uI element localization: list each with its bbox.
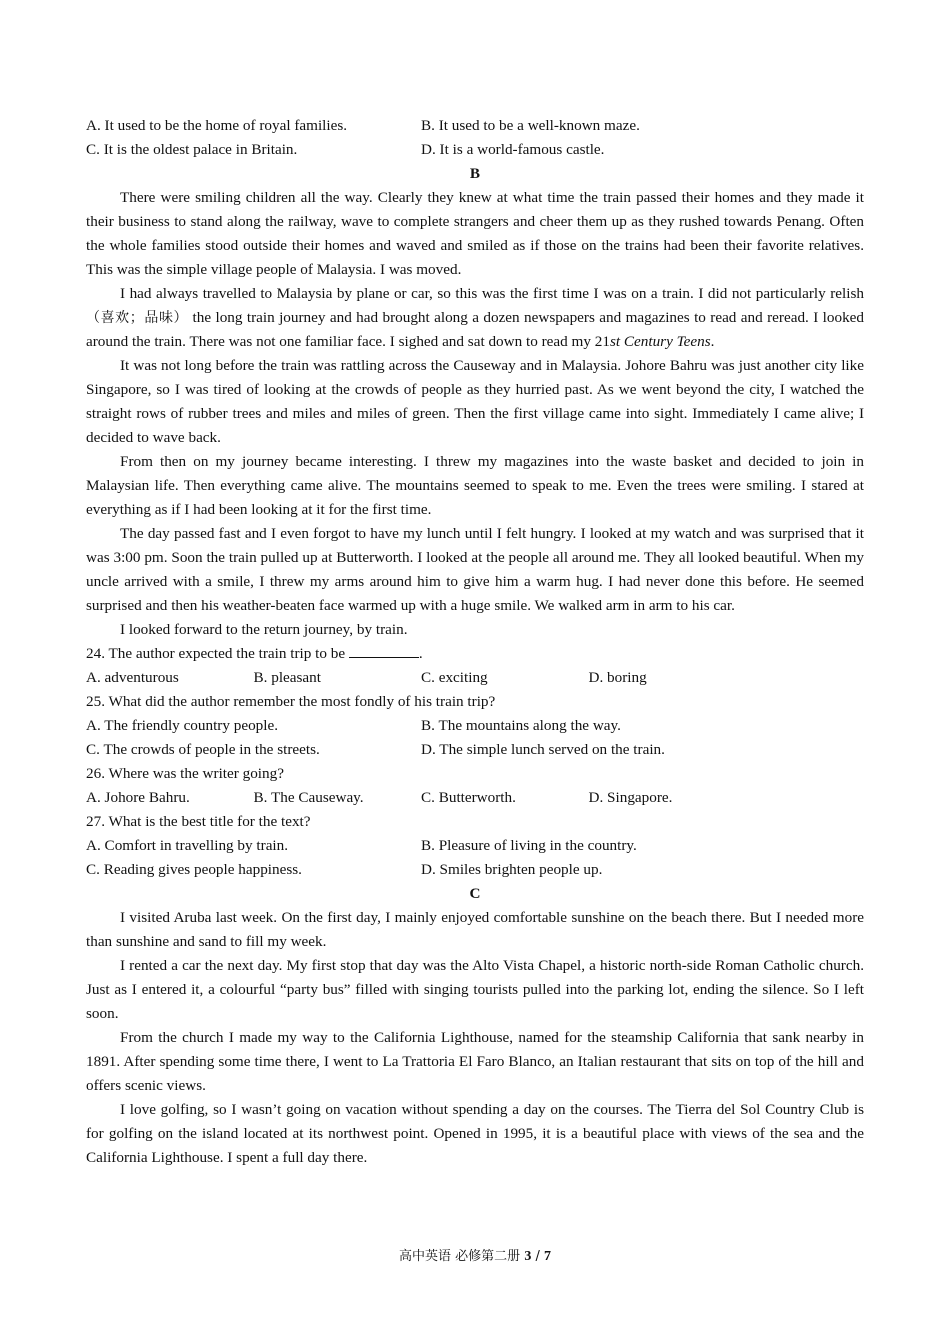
document-page [86, 114, 864, 1170]
q24-stem-end: . [418, 645, 423, 662]
q24-option-a: A. adventurous [86, 669, 179, 686]
q24-option-b: B. pleasant [253, 669, 321, 686]
q23-option-a: A. It used to be the home of royal families. [86, 117, 348, 134]
magazine-title: st Century Teens [609, 333, 711, 350]
page-separator: / [531, 1249, 544, 1264]
q24-options-row [86, 666, 864, 690]
q27-options-row-1 [86, 834, 864, 858]
q24-stem [86, 642, 864, 666]
gloss-note: （喜欢；品味） [86, 310, 189, 326]
q27-options-row-2 [86, 858, 864, 882]
answer-blank [349, 642, 419, 658]
section-b-paragraph-3: It was not long before the train was rattling across the Causeway and in Malaysia. Johore Bahru was just another city like Singapore, so I was tired of looking at the crowds of people as they hurried past. As we went beyond the city, I watched the straight rows of rubber trees and miles and miles of green. Then the first village came into sight. Immediately I came alive; I decided to wave back. [86, 357, 864, 446]
paragraph-2-text-b: the long train journey and had brought along a dozen newspapers and magazines to read and reread. I looked around the train. There was not one familiar face. I sighed and sat down to read my 21 [86, 309, 865, 350]
q24-option-c: C. exciting [421, 669, 488, 686]
q25-option-a: A. The friendly country people. [86, 717, 279, 734]
q26-option-c: C. Butterworth. [421, 789, 516, 806]
section-c-paragraph-4: I love golfing, so I wasn’t going on vacation without spending a day on the courses. The Tierra del Sol Country Club is for golfing on the island located at its northwest point. Opened in 1995, it is a beautiful place with views of the sea and the California Lighthouse. I spent a full day there. [86, 1101, 864, 1166]
footer-label: 高中英语 必修第二册 [399, 1249, 521, 1264]
section-c-paragraph-3: From the church I made my way to the California Lighthouse, named for the steamship California that sank nearby in 1891. After spending some time there, I went to La Trattoria El Faro Blanco, an Italian restaurant that sits on top of the hill and offers scenic views. [86, 1029, 864, 1094]
section-c-paragraph-2: I rented a car the next day. My first stop that day was the Alto Vista Chapel, a historic north-side Roman Catholic church. Just as I entered it, a colourful “party bus” filled with singing tourists pulled into the parking lot, ending the silence. So I left soon. [86, 957, 864, 1022]
q23-option-c: C. It is the oldest palace in Britain. [86, 141, 298, 158]
section-b-heading: B [469, 165, 481, 182]
q23-options-row-2 [86, 138, 864, 162]
q26-option-d: D. Singapore. [588, 789, 673, 806]
section-b-paragraph-4: From then on my journey became interesting. I threw my magazines into the waste basket and decided to join in Malaysian life. Then everything came alive. The mountains seemed to speak to me. Even the trees were smiling. I stared at everything as if I had been looking at it for the first time. [86, 453, 864, 518]
q27-stem: 27. What is the best title for the text? [86, 813, 311, 830]
q23-option-d: D. It is a world-famous castle. [421, 141, 605, 158]
q26-options-row [86, 786, 864, 810]
q23-option-b: B. It used to be a well-known maze. [421, 117, 640, 134]
q23-options-row-1 [86, 114, 864, 138]
q25-options-row-1 [86, 714, 864, 738]
section-b-paragraph-1: There were smiling children all the way. Clearly they knew at what time the train passed their homes and they made it their business to stand along the railway, wave to complete strangers and cheer them up as they rushed towards Penang. Often the whole families stood outside their homes and waved and smiled as if those on the trains had been their favorite relatives. This was the simple village people of Malaysia. I was moved. [86, 189, 864, 278]
q26-stem: 26. Where was the writer going? [86, 765, 284, 782]
q25-options-row-2 [86, 738, 864, 762]
paragraph-2-end: . [710, 333, 715, 350]
section-c-paragraph-1: I visited Aruba last week. On the first day, I mainly enjoyed comfortable sunshine on the beach there. But I needed more than sunshine and sand to fill my week. [86, 909, 864, 950]
q24-option-d: D. boring [588, 669, 647, 686]
section-b-paragraph-5: The day passed fast and I even forgot to have my lunch until I felt hungry. I looked at my watch and was surprised that it was 3:00 pm. Soon the train pulled up at Butterworth. I looked at the people all around me. They all looked beautiful. When my uncle arrived with a smile, I threw my arms around him to give him a warm hug. I had never done this before. He seemed surprised and then his weather-beaten face warmed up with a huge smile. We walked arm in arm to his car. [86, 525, 864, 614]
page-number: 3 [524, 1249, 532, 1264]
section-b-paragraph-6: I looked forward to the return journey, by train. [120, 621, 408, 638]
q27-option-b: B. Pleasure of living in the country. [421, 837, 637, 854]
q25-stem: 25. What did the author remember the most fondly of his train trip? [86, 693, 496, 710]
q25-option-d: D. The simple lunch served on the train. [421, 741, 665, 758]
q24-stem-text: 24. The author expected the train trip to be [86, 645, 349, 662]
paragraph-2-text-a: I had always travelled to Malaysia by plane or car, so this was the first time I was on a train. I did not particularly relish [120, 285, 864, 302]
q27-option-a: A. Comfort in travelling by train. [86, 837, 289, 854]
q25-option-c: C. The crowds of people in the streets. [86, 741, 320, 758]
page-total: 7 [543, 1249, 551, 1264]
q26-option-b: B. The Causeway. [253, 789, 364, 806]
q25-option-b: B. The mountains along the way. [421, 717, 621, 734]
q26-option-a: A. Johore Bahru. [86, 789, 190, 806]
section-b-paragraph-2 [86, 282, 864, 354]
q27-option-d: D. Smiles brighten people up. [421, 861, 603, 878]
q27-option-c: C. Reading gives people happiness. [86, 861, 302, 878]
section-c-heading: C [469, 885, 481, 902]
page-footer [0, 1245, 950, 1265]
